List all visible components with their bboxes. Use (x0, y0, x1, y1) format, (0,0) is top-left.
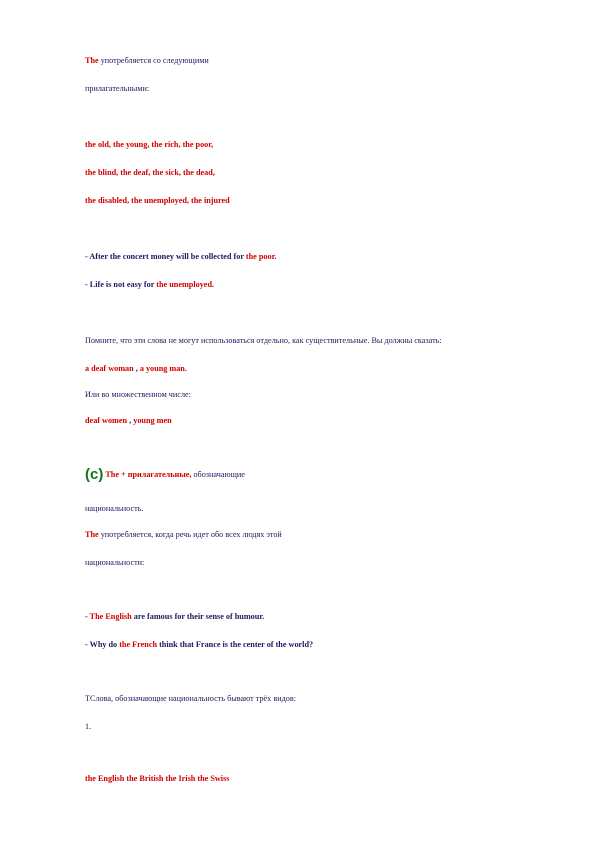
nationality-list: the English the British the Irish the Swiss (85, 774, 230, 783)
example-1-highlight: the poor (245, 252, 275, 261)
adjective-list-2: the blind, the deaf, the sick, the dead, (85, 168, 215, 177)
intro-text: употребляется со следующими (98, 56, 209, 65)
section-c-heading (85, 466, 245, 483)
example-4-text: think that France is the center of the world? (157, 640, 314, 649)
plural-examples (85, 416, 172, 426)
example-1-text: - After the concert money will be collected for (85, 252, 246, 261)
section-c-marker: (c) (85, 466, 104, 483)
example-2 (85, 280, 214, 290)
example-2-end: . (212, 280, 215, 289)
intro-line-1 (85, 56, 209, 66)
example-1 (85, 252, 277, 262)
example-4 (85, 640, 313, 650)
example-2-text: - Life is not easy for (85, 280, 157, 289)
section-c-text: обозначающие (191, 470, 245, 479)
example-3-highlight: The English (89, 612, 132, 621)
period: . (184, 364, 187, 373)
section-c-title: The + прилагательные, (105, 470, 192, 479)
section-c-line-3-text: употребляется, когда речь идет обо всех людях этой (98, 530, 282, 539)
separator: , (127, 416, 134, 425)
singular-examples (85, 364, 187, 374)
section-c-line-3 (85, 530, 282, 540)
plural-example-1: deaf women (85, 416, 128, 425)
intro-line-2: прилагательными: (85, 84, 150, 93)
example-4-start: - Why do (85, 640, 120, 649)
note-line: Помните, что эти слова не могут использоваться отдельно, как существительные. Вы должны сказать: (85, 336, 442, 345)
section-c-line-4: национальности: (85, 558, 145, 567)
list-number-1: 1. (85, 722, 92, 731)
example-4-highlight: the French (119, 640, 158, 649)
singular-example-2: a young man (139, 364, 185, 373)
nationality-types-line: ТСлова, обозначающие национальность бывают трёх видов: (85, 694, 296, 703)
separator: , (133, 364, 140, 373)
the-keyword: The (85, 56, 99, 65)
section-c-line-2: национальность. (85, 504, 144, 513)
example-2-highlight: the unemployed (156, 280, 212, 289)
plural-intro: Или во множественном числе: (85, 390, 191, 399)
adjective-list-1: the old, the young, the rich, the poor, (85, 140, 214, 149)
adjective-list-3: the disabled, the unemployed, the injured (85, 196, 230, 205)
example-1-end: . (274, 252, 277, 261)
the-keyword: The (85, 530, 99, 539)
plural-example-2: young men (133, 416, 172, 425)
example-3 (85, 612, 264, 622)
example-3-text: are famous for their sense of humour. (131, 612, 265, 621)
dash: - (85, 612, 90, 621)
singular-example-1: a deaf woman (85, 364, 134, 373)
